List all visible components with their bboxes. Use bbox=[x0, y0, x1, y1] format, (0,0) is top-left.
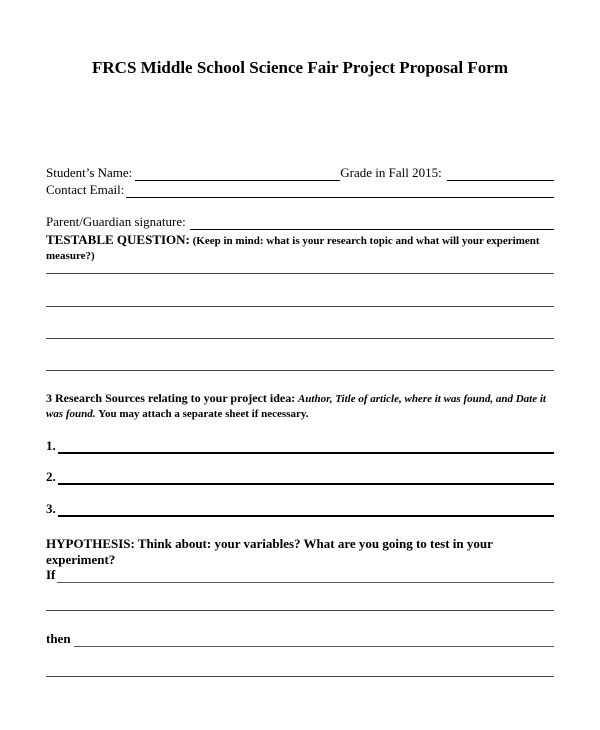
then-continuation-line[interactable] bbox=[46, 676, 554, 677]
student-name-field[interactable] bbox=[135, 168, 340, 181]
parent-signature-row bbox=[46, 214, 554, 230]
source-number-3: 3. bbox=[46, 501, 56, 516]
testable-question-line-3[interactable] bbox=[46, 338, 554, 339]
form-title: FRCS Middle School Science Fair Project Proposal Form bbox=[92, 58, 508, 77]
hypothesis-heading: HYPOTHESIS: Think about: your variables? What are you going to test in your experiment? bbox=[46, 536, 493, 567]
source-number-2: 2. bbox=[46, 469, 56, 484]
testable-question-line-2[interactable] bbox=[46, 306, 554, 307]
contact-email-row bbox=[46, 182, 554, 198]
if-field[interactable] bbox=[57, 570, 554, 583]
source-field-2[interactable] bbox=[58, 471, 554, 485]
research-sources-prompt bbox=[46, 391, 554, 422]
source-field-3[interactable] bbox=[58, 503, 554, 517]
testable-question-hint: (Keep in mind: what is your research topic and what will your experiment measure?) bbox=[46, 235, 540, 262]
testable-question-line-4[interactable] bbox=[46, 370, 554, 371]
testable-question-line-1[interactable] bbox=[46, 273, 554, 274]
grade-label: Grade in Fall 2015: bbox=[340, 165, 442, 180]
source-row-3 bbox=[46, 501, 554, 517]
source-row-1 bbox=[46, 438, 554, 454]
research-sources-heading: 3 Research Sources relating to your project idea: bbox=[46, 391, 296, 405]
student-name-label: Student’s Name: bbox=[46, 165, 133, 180]
grade-field[interactable] bbox=[447, 168, 554, 181]
contact-email-label: Contact Email: bbox=[46, 182, 125, 197]
research-sources-hint: You may attach a separate sheet if necessary. bbox=[98, 408, 309, 420]
contact-email-field[interactable] bbox=[126, 185, 554, 198]
research-sources-hint-italic: Author, Title of article, where it was found, and Date it was found. bbox=[46, 393, 546, 420]
testable-question-prompt bbox=[46, 232, 554, 264]
source-field-1[interactable] bbox=[58, 440, 554, 454]
if-row bbox=[46, 567, 554, 583]
source-number-1: 1. bbox=[46, 438, 56, 453]
parent-signature-label: Parent/Guardian signature: bbox=[46, 214, 186, 229]
if-continuation-line[interactable] bbox=[46, 610, 554, 611]
parent-signature-field[interactable] bbox=[190, 217, 554, 230]
then-row bbox=[46, 631, 554, 647]
if-label: If bbox=[46, 567, 56, 582]
source-row-2 bbox=[46, 469, 554, 485]
then-label: then bbox=[46, 631, 71, 646]
testable-question-label: TESTABLE QUESTION: bbox=[46, 232, 190, 247]
student-name-row bbox=[46, 165, 554, 181]
then-field[interactable] bbox=[74, 634, 554, 647]
